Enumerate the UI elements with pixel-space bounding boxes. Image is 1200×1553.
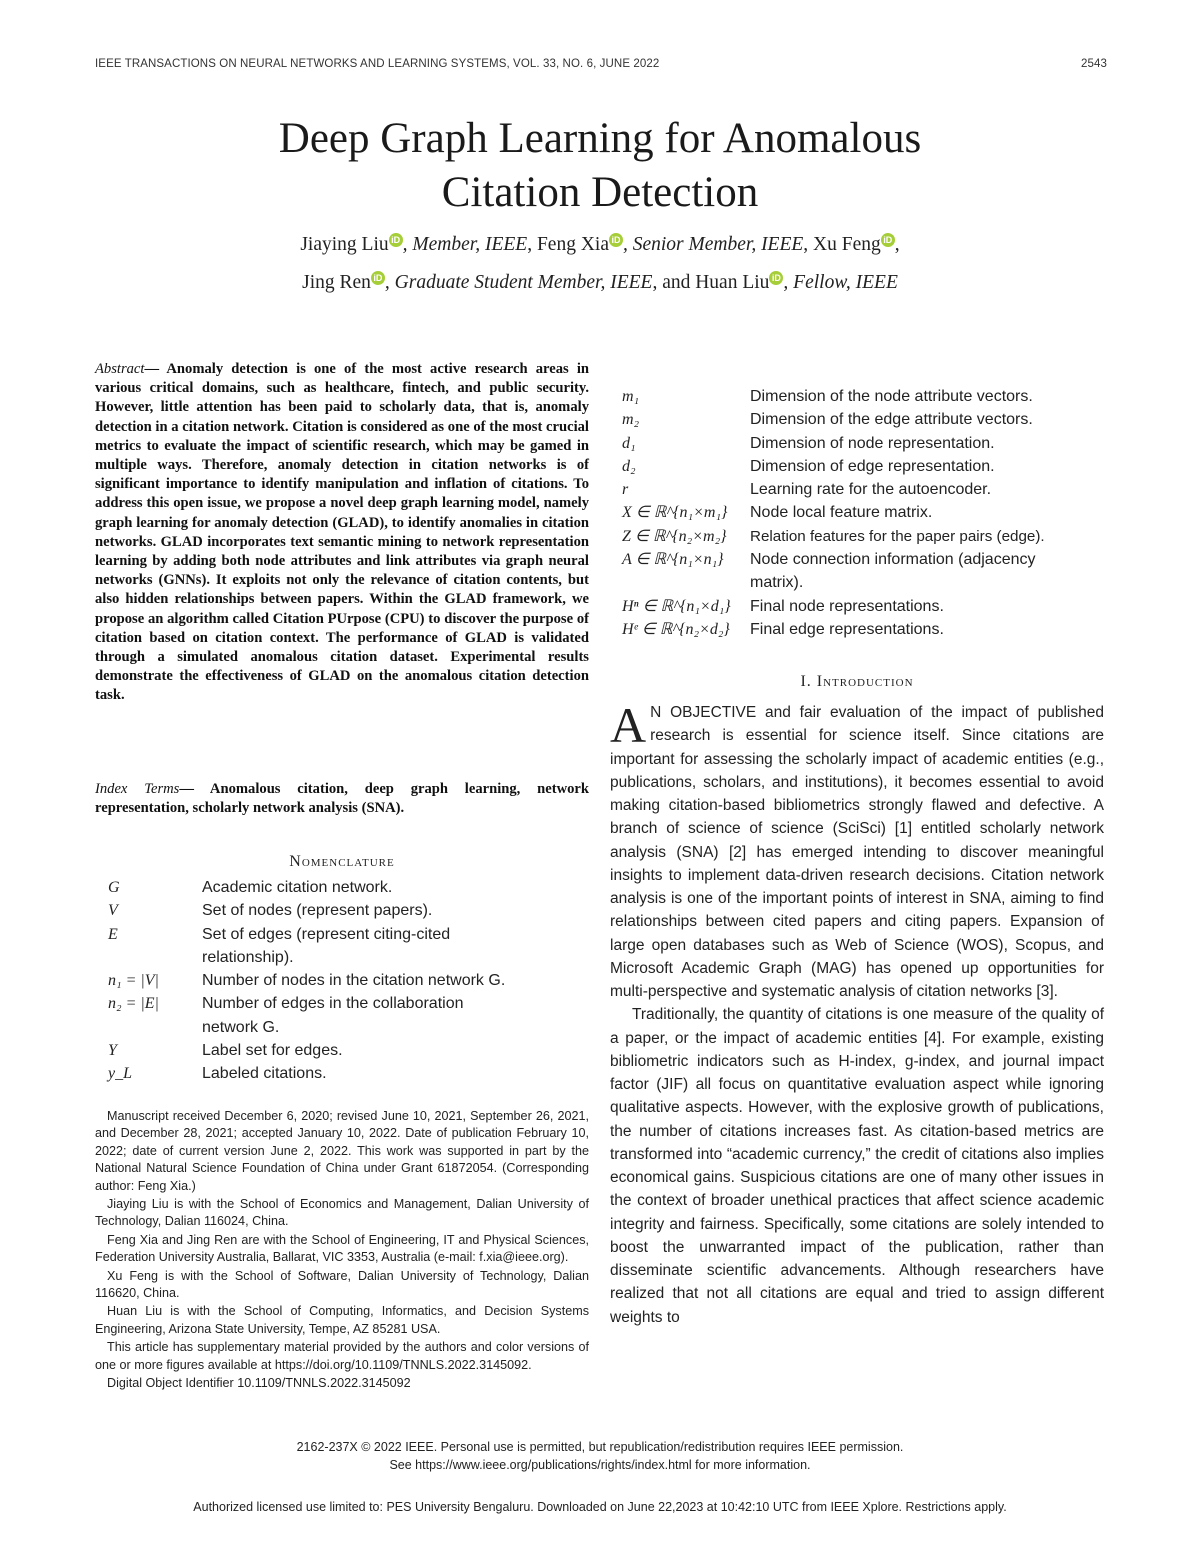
nomenclature-desc: Relation features for the paper pairs (edge).	[750, 527, 1045, 545]
orcid-icon[interactable]: iD	[769, 271, 783, 285]
author-name: Jing Ren	[302, 272, 371, 293]
nomenclature-row	[622, 501, 1104, 524]
author-role: , Graduate Student Member, IEEE	[384, 272, 653, 293]
footnote: Jiaying Liu is with the School of Economics and Management, Dalian University of Technology, Dalian 116024, China.	[95, 1197, 589, 1229]
nomenclature-desc: Node connection information (adjacency matrix).	[750, 551, 1036, 592]
orcid-icon[interactable]: iD	[389, 233, 403, 247]
footnote: This article has supplementary material provided by the authors and color versions of one or more figures available at https://doi.org/10.1109/TNNLS.2022.3145092.	[95, 1340, 589, 1372]
footnote: Xu Feng is with the School of Software, Dalian University of Technology, Dalian 116620, China.	[95, 1268, 589, 1301]
nomenclature-symbol: Y	[108, 1042, 117, 1060]
nomenclature-desc: Dimension of the node attribute vectors.	[750, 388, 1033, 405]
nomenclature-row	[108, 923, 568, 970]
nomenclature-desc: Set of edges (represent citing-cited relationship).	[202, 925, 451, 966]
nomenclature-symbol: n₂ = |E|	[108, 995, 159, 1013]
nomenclature-row	[622, 432, 1104, 455]
author-role: , Fellow, IEEE	[783, 272, 898, 293]
paper-title	[0, 112, 1200, 220]
drop-cap: A	[610, 697, 647, 753]
nomenclature-row	[108, 1039, 568, 1062]
authorized-use-notice: Authorized licensed use limited to: PES University Bengaluru. Downloaded on June 22,2023 at 10:42:10 UTC from IEEE Xplore. Restrictions apply.	[193, 1500, 1007, 1514]
nomenclature-symbol: n₁ = |V|	[108, 972, 159, 990]
nomenclature-row	[108, 1062, 568, 1085]
footnote: Feng Xia and Jing Ren are with the School of Engineering, IT and Physical Sciences, Federation University Australia, Ballarat, VIC 3353, Australia (e-mail: f.xia@ieee.org).	[95, 1232, 589, 1265]
nomenclature-row	[622, 455, 1104, 478]
nomenclature-row	[622, 548, 1104, 595]
orcid-icon[interactable]: iD	[881, 233, 895, 247]
nomenclature-row	[622, 478, 1104, 501]
nomenclature-symbol: V	[108, 902, 118, 920]
introduction-paragraph	[610, 697, 1104, 1003]
title-line-2: Citation Detection	[441, 169, 759, 216]
abstract-text: — Anomaly detection is one of the most active research areas in various critical domains, such as healthcare, fintech, and public security. However, little attention has been paid to scholarly data, that is, anomaly detection in a citation network. Citation is considered as one of the most crucial metrics to evaluate the impact of scientific research, which may be gamed in multiple ways. Therefore, anomaly detection in citation networks is of significant importance to identify manipulation and inflation of citations. To address this open issue, we propose a novel deep graph learning model, namely graph learning for anomaly detection (GLAD), to identify anomalies in citation networks. GLAD incorporates text semantic mining to network representation learning by adding both node attributes and link attributes via graph neural networks (GNNs). It exploits not only the relevance of citation contents, but also hidden relationships between papers. Within the GLAD framework, we propose an algorithm called Citation PUrpose (CPU) to discover the purpose of citation based on citation context. The performance of GLAD is validated through a simulated anomalous citation dataset. Experimental results demonstrate the effectiveness of GLAD on the anomalous citation detection task.	[95, 361, 589, 704]
nomenclature-symbol: d₂	[622, 457, 636, 475]
author-separator: ,	[894, 234, 900, 255]
nomenclature-desc: Set of nodes (represent papers).	[202, 902, 433, 920]
page-number: 2543	[1081, 58, 1107, 70]
nomenclature-row	[622, 525, 1104, 548]
nomenclature-desc: Node local feature matrix.	[750, 504, 933, 522]
nomenclature-left	[108, 876, 568, 1086]
nomenclature-desc: Number of edges in the collaboration network G.	[202, 995, 464, 1036]
abstract-label: Abstract	[95, 361, 145, 377]
nomenclature-desc: Number of nodes in the citation network G.	[202, 972, 506, 990]
author-line-1	[0, 226, 1200, 264]
journal-name: IEEE TRANSACTIONS ON NEURAL NETWORKS AND LEARNING SYSTEMS, VOL. 33, NO. 6, JUNE 2022	[95, 58, 660, 70]
nomenclature-desc: Dimension of the edge attribute vectors.	[750, 411, 1033, 429]
index-terms-text: — Anomalous citation, deep graph learning, network representation, scholarly network analysis (SNA).	[95, 781, 590, 817]
nomenclature-heading: Nomenclature	[289, 853, 395, 870]
copyright-line-2: See https://www.ieee.org/publications/rights/index.html for more information.	[389, 1458, 811, 1472]
introduction-heading: I. Introduction	[800, 673, 914, 690]
copyright-notice	[0, 1438, 1200, 1474]
nomenclature-desc: Dimension of edge representation.	[750, 457, 995, 475]
copyright-line-1: 2162-237X © 2022 IEEE. Personal use is permitted, but republication/redistribution requires IEEE permission.	[296, 1440, 904, 1454]
index-terms	[95, 780, 589, 818]
author-name: , Feng Xia	[527, 234, 609, 255]
nomenclature-desc: Final edge representations.	[750, 620, 944, 638]
nomenclature-right	[622, 385, 1104, 641]
nomenclature-symbol: G	[108, 879, 120, 896]
nomenclature-row	[108, 899, 568, 922]
orcid-icon[interactable]: iD	[371, 271, 385, 285]
author-list	[0, 226, 1200, 302]
nomenclature-symbol: X ∈ ℝ^{n₁×m₁}	[622, 504, 728, 522]
nomenclature-row	[622, 618, 1104, 641]
nomenclature-row	[108, 969, 568, 992]
nomenclature-row	[622, 385, 1104, 408]
nomenclature-symbol: E	[108, 925, 118, 943]
author-role: , Senior Member, IEEE	[622, 234, 804, 255]
nomenclature-symbol: m₁	[622, 388, 640, 405]
footnote: Manuscript received December 6, 2020; revised June 10, 2021, September 26, 2021, and December 28, 2021; accepted January 10, 2022. Date of publication February 10, 2022; date of current version June 2, 2022. This work was supported in part by the National Natural Science Foundation of China under Grant 61872054. (Corresponding author: Feng Xia.)	[95, 1109, 589, 1193]
running-header	[95, 58, 1107, 70]
nomenclature-symbol: Hᵉ ∈ ℝ^{n₂×d₂}	[622, 620, 730, 638]
footnote: Digital Object Identifier 10.1109/TNNLS.2022.3145092	[107, 1376, 411, 1391]
footnotes	[95, 1108, 589, 1394]
paragraph-text: N OBJECTIVE and fair evaluation of the impact of published research is essential for science itself. Since citations are important for assessing the scholarly impact of academic entities (e.g., publications, scholars, and institutions), it becomes essential to avoid making citation-based bibliometrics strongly flawed and defective. A branch of science of science (SciSci) [1] entitled scholarly network analysis (SNA) [2] has emerged intending to discover meaningful insights to implement data-driven research decisions. Citation network analysis is one of the important points of interest in SNA, aiming to find relationships between cited papers and citing papers. Expansion of large open databases such as Web of Science (WOS), Scopus, and Microsoft Academic Graph (MAG) has opened up opportunities for multi-perspective and systematic analysis of citation networks [3].	[610, 704, 1104, 1000]
nomenclature-symbol: m₂	[622, 411, 640, 429]
introduction-paragraph: Traditionally, the quantity of citations is one measure of the quality of a paper, or the impact of academic entities [4]. For example, existing bibliometric indicators such as H-index, g-index, and journal impact factor (JIF) all focus on quantitative evaluation aspect while ignoring qualitative aspects. However, with the explosive growth of publications, the number of citations increases fast. As citation-based metrics are transformed into “academic currency,” the credit of citations also implies economical gains. Suspicious citations are one of many other issues in the context of broader unethical practices that affect science academic integrity and fairness. Specifically, some citations are solely intended to boost the unwarranted impact of the publication, rather than disseminate scientific advancements. Although researchers have realized that not all citations are equal and tried to assign different weights to	[610, 1006, 1104, 1326]
orcid-icon[interactable]: iD	[609, 233, 623, 247]
nomenclature-desc: Final node representations.	[750, 597, 944, 615]
nomenclature-desc: Labeled citations.	[202, 1065, 327, 1083]
nomenclature-row	[622, 408, 1104, 431]
nomenclature-row	[108, 992, 568, 1039]
nomenclature-symbol: r	[622, 481, 629, 499]
index-terms-label: Index Terms	[95, 781, 180, 797]
nomenclature-symbol: d₁	[622, 434, 636, 452]
nomenclature-symbol: Hⁿ ∈ ℝ^{n₁×d₁}	[622, 597, 731, 615]
nomenclature-symbol: Z ∈ ℝ^{n₂×m₂}	[622, 527, 727, 545]
author-line-2	[0, 264, 1200, 302]
nomenclature-symbol: A ∈ ℝ^{n₁×n₁}	[622, 551, 724, 569]
nomenclature-desc: Academic citation network.	[202, 879, 393, 896]
title-line-1: Deep Graph Learning for Anomalous	[278, 115, 922, 162]
nomenclature-row	[108, 876, 568, 899]
nomenclature-desc: Dimension of node representation.	[750, 434, 995, 452]
abstract	[95, 360, 589, 706]
author-name: , Xu Feng	[803, 234, 881, 255]
author-role: , Member, IEEE	[402, 234, 528, 255]
footnote: Huan Liu is with the School of Computing, Informatics, and Decision Systems Engineering, Arizona State University, Tempe, AZ 85281 USA.	[95, 1304, 589, 1336]
nomenclature-row	[622, 595, 1104, 618]
author-name: Jiaying Liu	[300, 234, 389, 255]
introduction-body	[610, 697, 1104, 1329]
nomenclature-desc: Label set for edges.	[202, 1042, 343, 1060]
nomenclature-symbol: y_L	[108, 1065, 132, 1083]
nomenclature-desc: Learning rate for the autoencoder.	[750, 481, 992, 499]
author-name: , and Huan Liu	[652, 272, 770, 293]
